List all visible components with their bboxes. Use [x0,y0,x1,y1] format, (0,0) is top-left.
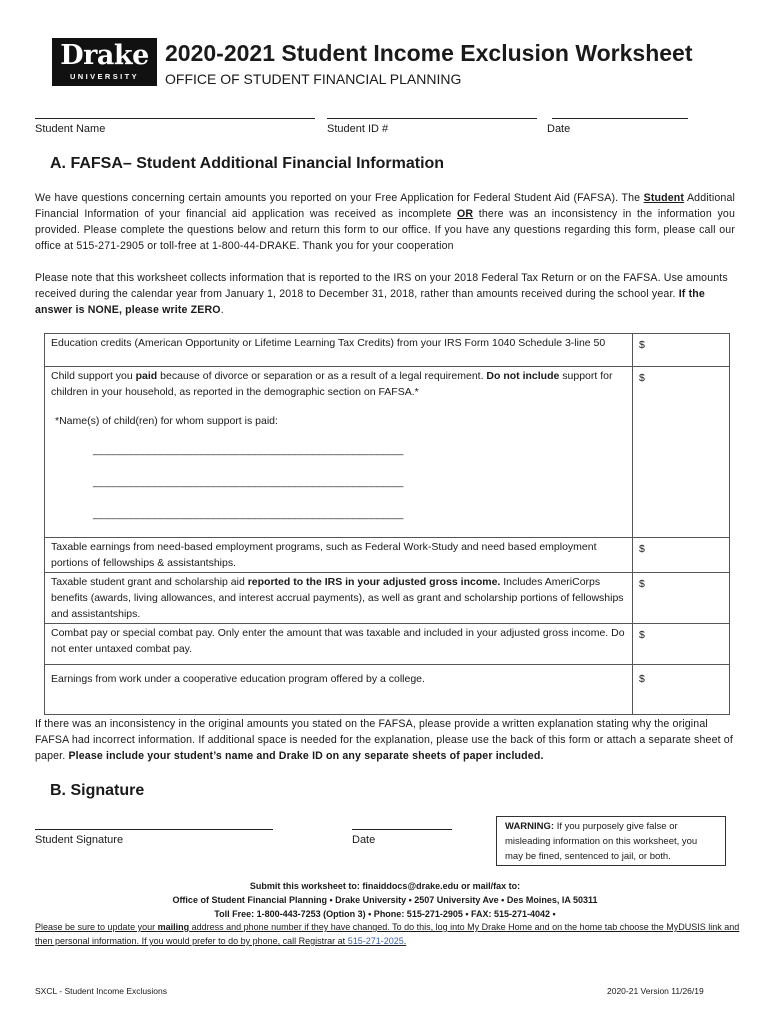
logo-subtext: UNIVERSITY [69,72,139,81]
page-subtitle: OFFICE OF STUDENT FINANCIAL PLANNING [165,71,462,87]
update-address-note: Please be sure to update your mailing address and phone number if they have changed. To do this, log into My Drake Home and on the home tab choose the MyDUSIS link and then personal information. If you would prefer to do by phone, call Registrar at 515-271-2025. [35,922,740,946]
drake-university-logo [52,38,157,86]
coop-earnings-amount[interactable]: $ [633,665,730,715]
student-id-label: Student ID # [327,123,389,135]
signature-date-field[interactable] [352,829,452,830]
table-row [45,367,730,538]
child-support-cell [45,367,633,538]
child-name-field-3[interactable]: _____________________________________________________ [93,509,404,520]
children-names-label: *Name(s) of child(ren) for whom support is paid: [55,415,278,427]
child-name-field-2[interactable]: _____________________________________________________ [93,477,404,488]
explanation-paragraph: If there was an inconsistency in the original amounts you stated on the FAFSA, please provide a written explanation stating why the original FAFSA had incorrect information. If additional space is needed for the explanation, please use the back of this form or attach a separate sheet of paper. Please include your student’s name and Drake ID on any separate sheets of paper included. [35,718,733,762]
intro-paragraph: We have questions concerning certain amounts you reported on your Free Application for Federal Student Aid (FAFSA). The Student Additional Financial Information of your financial aid application was received as incomplete OR there was an inconsistency in the information you provided. Please complete the questions below and return this form to our office. If you have any questions regarding this form, please call our office at 515-271-2905 or toll-free at 1-800-44-DRAKE. Thank you for your cooperation [35,192,735,252]
signature-date-label: Date [352,834,376,846]
section-b-heading: B. Signature [50,782,145,799]
office-address: Office of Student Financial Planning • Drake University • 2507 University Ave • Des Moines, IA 50311 [172,895,598,905]
work-study-amount[interactable]: $ [633,538,730,573]
footer-version: 2020-21 Version 11/26/19 [607,986,704,996]
date-label: Date [547,123,571,135]
student-signature-label: Student Signature [35,834,124,846]
income-table [44,333,730,715]
grant-aid-amount[interactable]: $ [633,573,730,624]
section-a-heading: A. FAFSA– Student Additional Financial Information [50,155,445,172]
footer-form-code: SXCL - Student Income Exclusions [35,986,167,996]
registrar-phone-link[interactable]: 515-271-2025 [347,936,404,946]
coop-earnings-label: Earnings from work under a cooperative education program offered by a college. [45,665,633,715]
warning-box [496,816,726,866]
contact-numbers: Toll Free: 1-800-443-7253 (Option 3) • Phone: 515-271-2905 • FAX: 515-271-4042 • [214,909,556,919]
logo-wordmark: Drake [60,40,149,71]
education-credits-amount[interactable]: $ [633,334,730,367]
note-paragraph: Please note that this worksheet collects information that is reported to the IRS on your 2018 Federal Tax Return or on the FAFSA. Use amounts received during the calendar year from January 1, 2018 to December 31, 2018, rather than amounts received during the school year. If the answer is NONE, please write ZERO. [35,272,728,316]
combat-pay-label: Combat pay or special combat pay. Only enter the amount that was taxable and included in your adjusted gross income. Do not enter untaxed combat pay. [45,624,633,665]
child-support-amount[interactable]: $ [633,367,730,538]
warning-label: WARNING: [505,821,555,832]
table-row [45,665,730,715]
combat-pay-amount[interactable]: $ [633,624,730,665]
table-row [45,573,730,624]
warning-text: If you purposely give false or misleading information on this worksheet, you may be fined, sentenced to jail, or both. [505,821,698,862]
child-support-label: Child support you paid because of divorce or separation or as a result of a legal requirement. Do not include support for children in your household, as reported in the demographic section on FAFSA.* [51,370,613,398]
education-credits-label: Education credits (American Opportunity or Lifetime Learning Tax Credits) from your IRS Form 1040 Schedule 3-line 50 [45,334,633,367]
table-row [45,624,730,665]
student-name-label: Student Name [35,123,106,135]
submit-line: Submit this worksheet to: finaiddocs@drake.edu or mail/fax to: [249,881,521,891]
date-field[interactable] [552,118,688,119]
student-id-field[interactable] [327,118,537,119]
table-row [45,334,730,367]
student-signature-field[interactable] [35,829,273,830]
child-name-field-1[interactable]: _____________________________________________________ [93,445,404,456]
page-title: 2020-2021 Student Income Exclusion Worksheet [165,40,693,66]
grant-aid-label: Taxable student grant and scholarship aid reported to the IRS in your adjusted gross income. Includes AmeriCorps benefits (awards, living allowances, and interest accrual payments), as well as grant and scholarship portions of fellowships and assistantships. [45,573,633,624]
table-row [45,538,730,573]
student-name-field[interactable] [35,118,315,119]
submit-email-link[interactable]: finaiddocs@drake.edu [362,881,459,891]
work-study-label: Taxable earnings from need-based employment programs, such as Federal Work-Study and need based employment portions of fellowships & assistantships. [45,538,633,573]
